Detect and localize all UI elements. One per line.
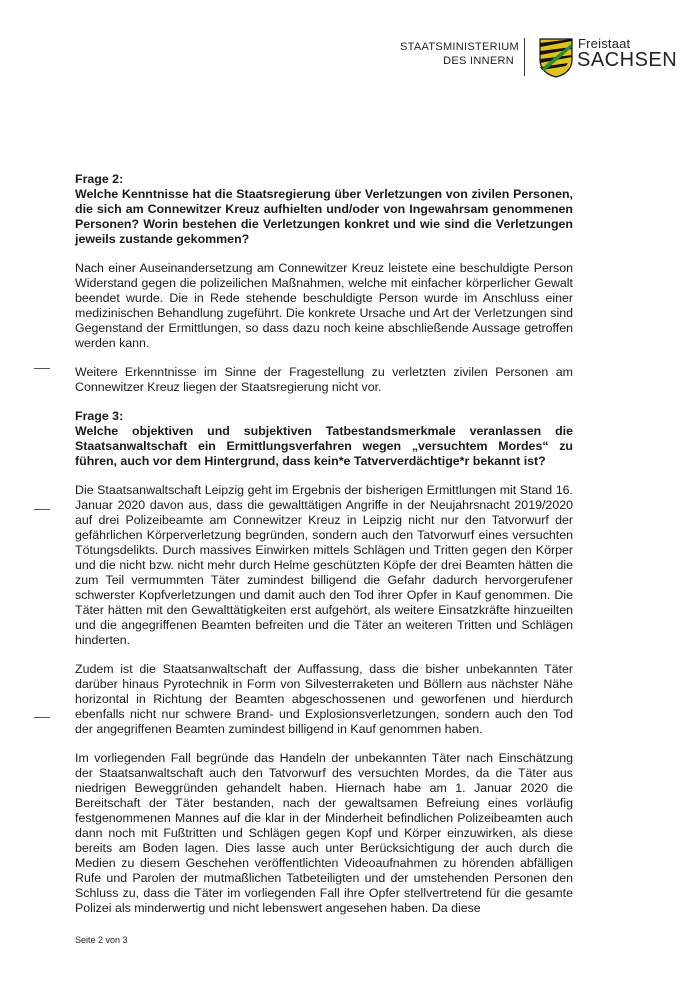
answer-2-paragraph-2: Weitere Erkenntnisse im Sinne der Fragestellung zu verletzten zivilen Personen am Connewitzer Kreuz liegen der Staatsregierung nicht vor.: [75, 365, 573, 394]
fold-mark: [34, 717, 50, 718]
letterhead: [400, 36, 678, 86]
ministry-line-1: STAATSMINISTERIUM: [400, 41, 519, 53]
answer-2-paragraph-1: Nach einer Auseinandersetzung am Connewitzer Kreuz leistete eine beschuldigte Person Widerstand gegen die polizeilichen Maßnahmen, welche mit einfacher körperlicher Gewalt beendet wurde. Die in Rede stehende beschuldigte Person wurde im Anschluss einer medizinischen Behandlung zugeführt. Die konkrete Ursache und Art der Verletzungen sind Gegenstand der Ermittlungen, so dass dazu noch keine abschließende Aussage getroffen werden kann.: [75, 261, 573, 350]
ministry-name: [400, 40, 519, 68]
question-2-text: Welche Kenntnisse hat die Staatsregierung über Verletzungen von zivilen Personen, die sich am Connewitzer Kreuz aufhielten und/oder von Ingewahrsam genommenen Personen? Worin bestehen die Verletzungen konkret und wie sind die Verletzungen jeweils zustande gekommen?: [75, 187, 573, 246]
saxony-coat-of-arms-icon: [539, 38, 573, 78]
answer-3-paragraph-1: Die Staatsanwaltschaft Leipzig geht im Ergebnis der bisherigen Ermittlungen mit Stand 16. Januar 2020 davon aus, dass die gewalttätigen Angriffe in der Neujahrsnacht 2019/2020 auf drei Polizeibeamte am Connewitzer Kreuz in Leipzig nicht nur den Tatvorwurf der gefährlichen Körperverletzung begründen, sondern auch den Tatvorwurf eines versuchten Tötungsdelikts. Durch massives Einwirken mittels Schlägen und Tritten gegen den Körper und die nicht bzw. nicht mehr durch Helme geschützten Köpfe der drei Beamten hätten die zum Teil vermummten Täter zumindest billigend die Gefahr dadurch hervorgerufener schwerster Kopfverletzungen und damit auch den Tod ihrer Opfer in Kauf genommen. Die Täter hätten mit den Gewalttätigkeiten erst aufgehört, als weitere Einsatzkräfte hinzueilten und die angegriffenen Beamten befreiten und die Täter an weiteren Tritten und Schlägen hinderten.: [75, 483, 573, 647]
answer-3-paragraph-3: Im vorliegenden Fall begründe das Handeln der unbekannten Täter nach Einschätzung der Staatsanwaltschaft auch den Tatvorwurf des versuchten Mordes, da die Täter aus niedrigen Beweggründen gehandelt haben. Hiernach habe am 1. Januar 2020 die Bereitschaft der Täter bestanden, nach der gewaltsamen Befreiung eines vorläufig festgenommenen Mannes auf die klar in der Minderheit befindlichen Polizeibeamten auch dann noch mit Fußtritten und Schlägen gegen Kopf und Körper einzuwirken, als diese bereits am Boden lagen. Dies lasse auch unter Berücksichtigung der auch durch die Medien zu diesem Geschehen veröffentlichten Videoaufnahmen zu hörenden abfälligen Rufe und Parolen der mutmaßlichen Tatbeteiligten und der umstehenden Personen den Schluss zu, dass die Täter im vorliegenden Fall ihre Opfer stellvertretend für die gesamte Polizei als minderwertig und nicht lebenswert angesehen haben. Da diese: [75, 751, 573, 915]
state-name: SACHSEN: [577, 49, 678, 71]
question-2-label: Frage 2:: [75, 172, 124, 186]
fold-mark: [34, 509, 50, 510]
answer-3-paragraph-2: Zudem ist die Staatsanwaltschaft der Auffassung, dass die bisher unbekannten Täter darüber hinaus Pyrotechnik in Form von Silvesterraketen und Böllern aus nächster Nähe horizontal in Richtung der Beamten abgeschossenen und geworfenen und hierdurch ebenfalls nicht nur schwere Brand- und Explosionsverletzungen, sondern auch den Tod der angegriffenen Beamten zumindest billigend in Kauf genommen haben.: [75, 662, 573, 736]
ministry-line-2: DES INNERN: [443, 55, 514, 67]
state-prefix: Freistaat: [578, 36, 631, 51]
document-body: [75, 172, 573, 930]
question-3-text: Welche objektiven und subjektiven Tatbestandsmerkmale veranlassen die Staatsanwaltschaft ein Ermittlungsverfahren wegen „versuchtem Mordes“ zu führen, auch vor dem Hintergrund, dass kein*e Tatververdächtige*r bekannt ist?: [75, 424, 573, 468]
question-3-label: Frage 3:: [75, 409, 124, 423]
page-number: Seite 2 von 3: [75, 935, 128, 945]
header-divider: [524, 38, 525, 76]
fold-mark: [34, 368, 50, 369]
